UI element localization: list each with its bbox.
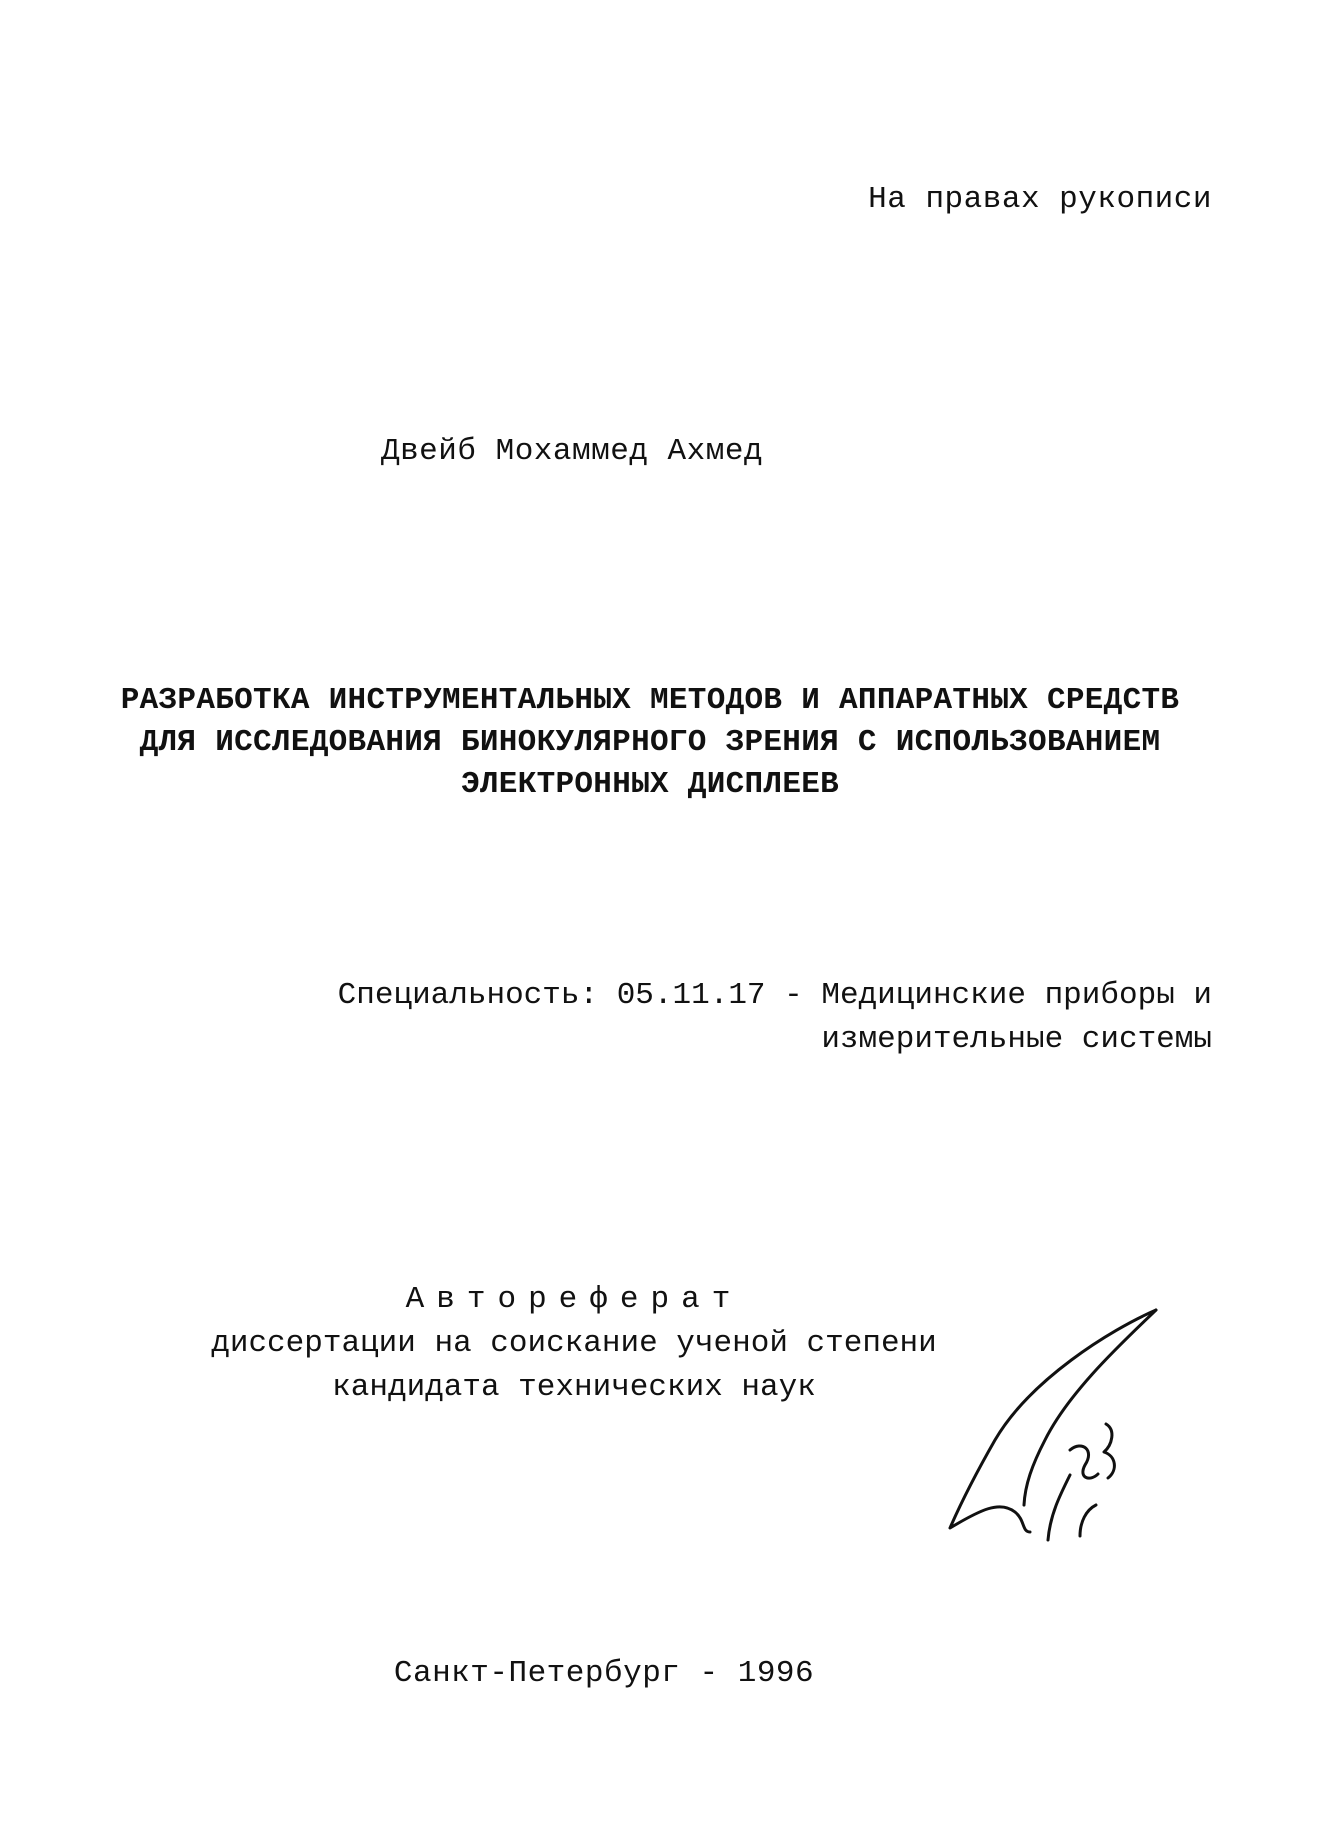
title-line-3: ЭЛЕКТРОННЫХ ДИСПЛЕЕВ: [460, 767, 840, 802]
thesis-title: [0, 680, 1314, 806]
abstract-heading: Автореферат: [405, 1282, 743, 1317]
author-name: Двейб Мохаммед Ахмед: [380, 434, 764, 469]
abstract-line-2: кандидата технических наук: [332, 1370, 816, 1405]
specialty-line-1: Специальность: 05.11.17 - Медицинские приборы и: [337, 978, 1212, 1013]
abstract-line-1: диссертации на соискание ученой степени: [211, 1326, 937, 1361]
specialty-block: [338, 974, 1212, 1062]
rights-note: На правах рукописи: [868, 182, 1212, 217]
title-line-1: РАЗРАБОТКА ИНСТРУМЕНТАЛЬНЫХ МЕТОДОВ И АППАРАТНЫХ СРЕДСТВ: [120, 683, 1180, 718]
city-year: Санкт-Петербург - 1996: [393, 1656, 815, 1691]
specialty-line-2: измерительные системы: [821, 1022, 1212, 1057]
title-line-2: ДЛЯ ИССЛЕДОВАНИЯ БИНОКУЛЯРНОГО ЗРЕНИЯ С ИСПОЛЬЗОВАНИЕМ: [139, 725, 1161, 760]
handwritten-signature-icon: [920, 1300, 1180, 1560]
